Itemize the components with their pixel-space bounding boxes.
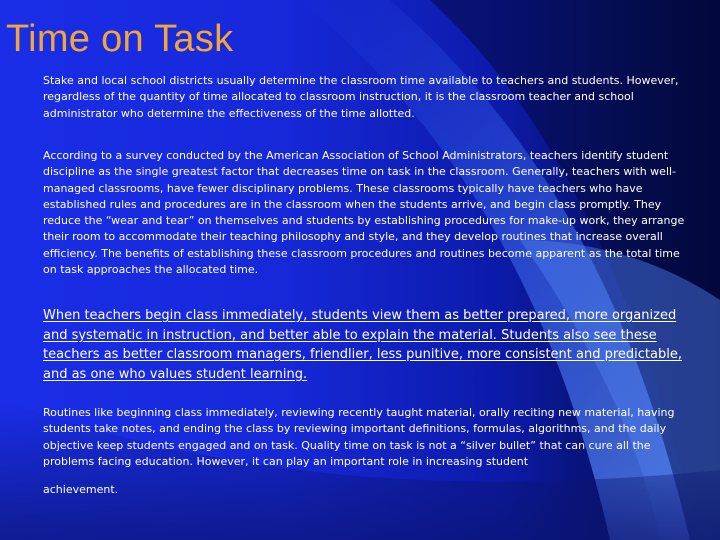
slide-title: Time on Task — [6, 18, 234, 60]
paragraph-highlight: When teachers begin class immediately, students view them as better prepared, more organized and systematic in instruction, and better able to explain the material. Students also see these teachers as better classroom managers, friendlier, less punitive, more consistent and predictable, and as one who values student learning. — [43, 308, 682, 382]
paragraph-survey: According to a survey conducted by the American Association of School Administrators, teachers identify student discipline as the single greatest factor that decreases time on task in the classroom. Generally, teachers with well-managed classrooms, have fewer disciplinary problems. These classrooms typically have teachers who have established rules and procedures are in the classroom when the students arrive, and begin class promptly. They reduce the “wear and tear” on themselves and students by establishing procedures for make-up work, they arrange their room to accommodate their teaching philosophy and style, and they develop routines that increase overall efficiency. The benefits of establishing these classroom procedures and routines become apparent as the total time on task approaches the allocated time. — [43, 149, 685, 277]
paragraph-intro: Stake and local school districts usually determine the classroom time available to teachers and students. However, regardless of the quantity of time allocated to classroom instruction, it is the classroom teacher and school administrator who determine the effectiveness of the time allotted. — [43, 74, 679, 120]
paragraph-routines-end: achievement. — [43, 483, 119, 496]
paragraph-routines: Routines like beginning class immediately, reviewing recently taught material, orally reciting new material, having students take notes, and ending the class by reviewing important definitions, formulas, algorithms, and the daily objective keep students engaged and on task. Quality time on task is not a “silver bullet” that can cure all the problems facing education. However, it can play an important role in increasing student — [43, 406, 675, 468]
